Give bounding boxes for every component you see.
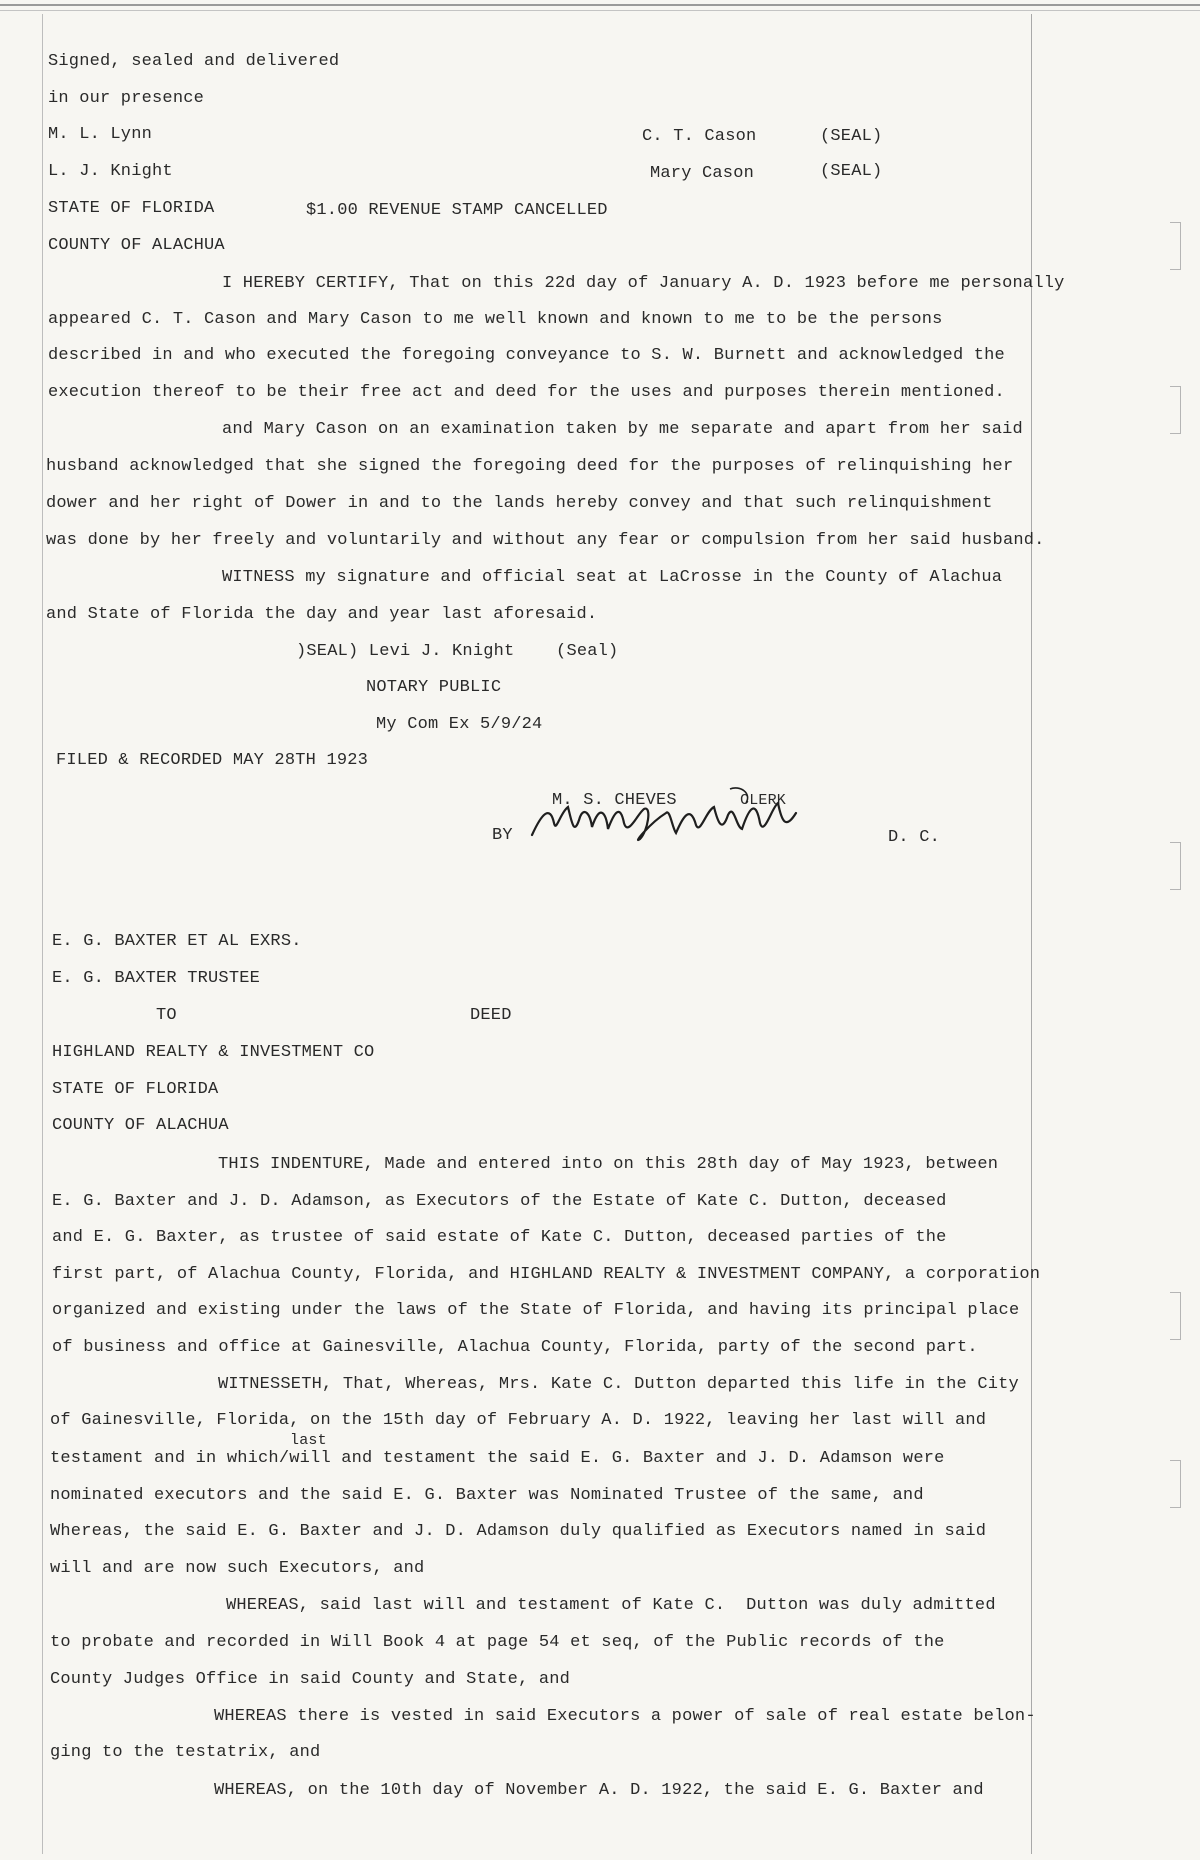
witnesseth-line: testament and in which/will and testament the said E. G. Baxter and J. D. Adamson were: [50, 1449, 945, 1468]
notary-title: NOTARY PUBLIC: [366, 678, 502, 697]
party-line-2: E. G. BAXTER TRUSTEE: [52, 969, 261, 988]
indenture-line: first part, of Alachua County, Florida, and HIGHLAND REALTY & INVESTMENT COMPANY, a corporation: [52, 1265, 1041, 1284]
certificate-line: dower and her right of Dower in and to the lands hereby convey and that such relinquishment: [46, 494, 993, 513]
by-label: BY: [492, 826, 513, 845]
revenue-stamp-note: $1.00 REVENUE STAMP CANCELLED: [306, 201, 608, 220]
certificate-line: execution thereof to be their free act and deed for the uses and purposes therein mentioned.: [48, 383, 1005, 402]
margin-bracket: [1170, 222, 1181, 270]
whereas-line: WHEREAS, on the 10th day of November A. D. 1922, the said E. G. Baxter and: [214, 1781, 984, 1800]
witness-name-2: L. J. Knight: [48, 162, 173, 181]
indenture-line: E. G. Baxter and J. D. Adamson, as Executors of the Estate of Kate C. Dutton, deceased: [52, 1192, 947, 1211]
top-rule: [0, 4, 1200, 6]
state-heading-1: STATE OF FLORIDA: [48, 199, 215, 218]
certificate-line: was done by her freely and voluntarily and without any fear or compulsion from her said husband.: [46, 531, 1045, 550]
witnesseth-line: WITNESSETH, That, Whereas, Mrs. Kate C. Dutton departed this life in the City: [218, 1375, 1019, 1394]
certificate-line: and Mary Cason on an examination taken by me separate and apart from her said: [222, 420, 1023, 439]
margin-bracket: [1170, 842, 1181, 890]
grantor-name-1: C. T. Cason: [642, 127, 757, 146]
county-heading-1: COUNTY OF ALACHUA: [48, 236, 225, 255]
grantee-line: HIGHLAND REALTY & INVESTMENT CO: [52, 1043, 375, 1062]
indenture-line: of business and office at Gainesville, Alachua County, Florida, party of the second part.: [52, 1338, 978, 1357]
deputy-clerk-label: D. C.: [888, 828, 941, 847]
certificate-line: described in and who executed the foregoing conveyance to S. W. Burnett and acknowledged the: [48, 346, 1005, 365]
clerk-title: CLERK: [740, 792, 787, 809]
whereas-line: WHEREAS there is vested in said Executors a power of sale of real estate belon-: [214, 1707, 1036, 1726]
signed-line-1: Signed, sealed and delivered: [48, 52, 340, 71]
margin-bracket: [1170, 1460, 1181, 1508]
margin-bracket: [1170, 386, 1181, 434]
handwritten-signature: [520, 783, 820, 853]
indenture-line: organized and existing under the laws of the State of Florida, and having its principal place: [52, 1301, 1020, 1320]
whereas-line: to probate and recorded in Will Book 4 at page 54 et seq, of the Public records of the: [50, 1633, 945, 1652]
interlinear-insert: last: [290, 1432, 327, 1449]
seal-label-2: (SEAL): [820, 162, 883, 181]
witnesseth-line: nominated executors and the said E. G. Baxter was Nominated Trustee of the same, and: [50, 1486, 924, 1505]
witnesseth-line: Whereas, the said E. G. Baxter and J. D. Adamson duly qualified as Executors named in said: [50, 1522, 987, 1541]
signed-line-2: in our presence: [48, 89, 205, 108]
witness-paragraph-line: WITNESS my signature and official seat at LaCrosse in the County of Alachua: [222, 568, 1003, 587]
certificate-line: appeared C. T. Cason and Mary Cason to me well known and known to me to be the persons: [48, 310, 943, 329]
indenture-line: THIS INDENTURE, Made and entered into on this 28th day of May 1923, between: [218, 1155, 999, 1174]
whereas-line: ging to the testatrix, and: [50, 1743, 321, 1762]
county-heading-2: COUNTY OF ALACHUA: [52, 1116, 229, 1135]
left-margin-rule: [42, 14, 43, 1854]
notary-commission: My Com Ex 5/9/24: [376, 715, 543, 734]
indenture-line: and E. G. Baxter, as trustee of said estate of Kate C. Dutton, deceased parties of the: [52, 1228, 947, 1247]
witness-name-1: M. L. Lynn: [48, 125, 153, 144]
state-heading-2: STATE OF FLORIDA: [52, 1080, 219, 1099]
to-label: TO: [156, 1006, 177, 1025]
whereas-line: WHEREAS, said last will and testament of Kate C. Dutton was duly admitted: [226, 1596, 996, 1615]
clerk-name: M. S. CHEVES: [552, 791, 677, 810]
deed-label: DEED: [470, 1006, 512, 1025]
filed-recorded-line: FILED & RECORDED MAY 28TH 1923: [56, 751, 369, 770]
witnesseth-line: of Gainesville, Florida, on the 15th day of February A. D. 1922, leaving her last will and: [50, 1411, 987, 1430]
top-rule-secondary: [0, 10, 1200, 11]
certificate-line: I HEREBY CERTIFY, That on this 22d day of January A. D. 1923 before me personally: [222, 274, 1065, 293]
whereas-line: County Judges Office in said County and State, and: [50, 1670, 571, 1689]
witnesseth-line: will and are now such Executors, and: [50, 1559, 425, 1578]
notary-signature-line: )SEAL) Levi J. Knight (Seal): [296, 642, 619, 661]
certificate-line: husband acknowledged that she signed the foregoing deed for the purposes of relinquishing her: [46, 457, 1014, 476]
grantor-name-2: Mary Cason: [650, 164, 755, 183]
party-line-1: E. G. BAXTER ET AL EXRS.: [52, 932, 302, 951]
seal-label-1: (SEAL): [820, 127, 883, 146]
witness-paragraph-line: and State of Florida the day and year last aforesaid.: [46, 605, 598, 624]
margin-bracket: [1170, 1292, 1181, 1340]
